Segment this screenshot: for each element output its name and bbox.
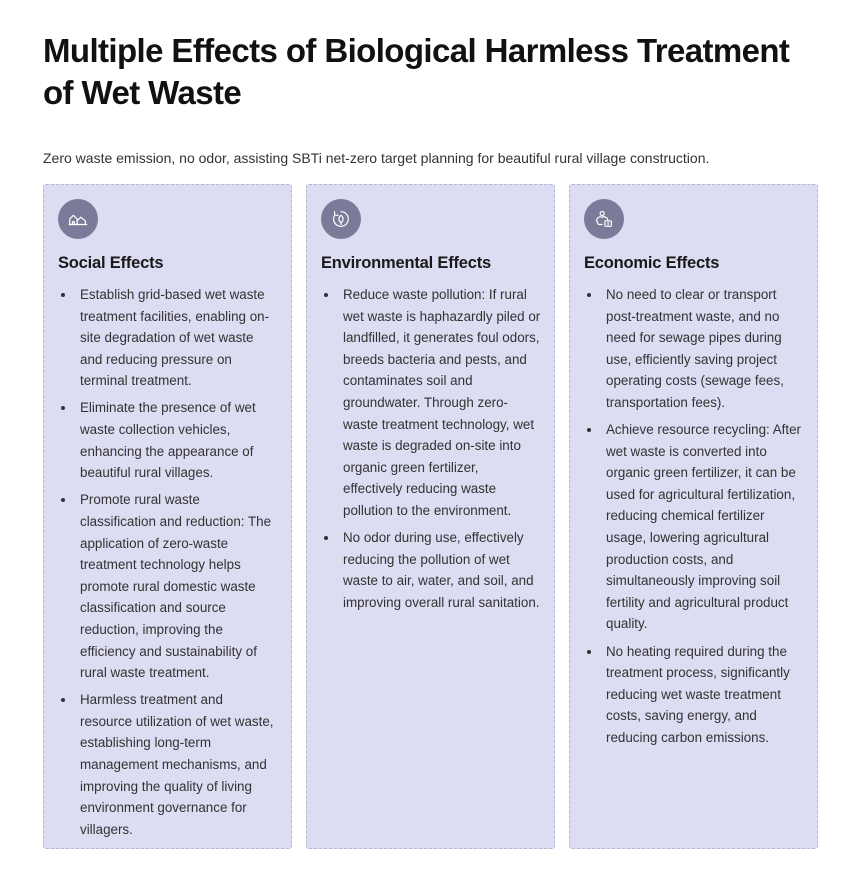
list-item: No odor during use, effectively reducing the pollution of wet waste to air, water, and soil, and improving overall rural sanitation. xyxy=(321,527,541,613)
economic-effects-card xyxy=(569,184,818,849)
list-item: No heating required during the treatment process, significantly reducing wet waste treatment costs, saving energy, and reducing carbon emissions. xyxy=(584,641,804,749)
cost-saving-icon xyxy=(584,199,624,239)
card-list xyxy=(321,284,541,613)
card-title: Social Effects xyxy=(58,254,164,272)
list-item: Promote rural waste classification and reduction: The application of zero-waste treatment technology helps promote rural domestic waste classification and source reduction, improving the efficiency and sustainability of rural waste treatment. xyxy=(58,489,278,683)
social-effects-card xyxy=(43,184,292,849)
list-item: Harmless treatment and resource utilization of wet waste, establishing long-term management mechanisms, and improving the quality of living environment governance for villagers. xyxy=(58,689,278,840)
card-title: Economic Effects xyxy=(584,254,720,272)
environmental-effects-card xyxy=(306,184,555,849)
list-item: Eliminate the presence of wet waste collection vehicles, enhancing the appearance of beautiful rural villages. xyxy=(58,397,278,483)
effects-cards xyxy=(43,184,820,849)
page-title: Multiple Effects of Biological Harmless Treatment of Wet Waste xyxy=(43,32,790,111)
list-item: Establish grid-based wet waste treatment facilities, enabling on-site degradation of wet waste and reducing pressure on terminal treatment. xyxy=(58,284,278,392)
page-subtitle: Zero waste emission, no odor, assisting SBTi net-zero target planning for beautiful rural village construction. xyxy=(43,150,710,166)
village-houses-icon xyxy=(58,199,98,239)
card-title: Environmental Effects xyxy=(321,254,492,272)
eco-cycle-icon xyxy=(321,199,361,239)
card-list xyxy=(58,284,278,840)
list-item: Achieve resource recycling: After wet waste is converted into organic green fertilizer, it can be used for agricultural fertilization, reducing chemical fertilizer usage, lowering agricultural production costs, and simultaneously improving soil fertility and agricultural product quality. xyxy=(584,419,804,635)
card-list xyxy=(584,284,804,748)
list-item: Reduce waste pollution: If rural wet waste is haphazardly piled or landfilled, it generates foul odors, breeds bacteria and pests, and contaminates soil and groundwater. Through zero-waste treatment technology, wet waste is degraded on-site into organic green fertilizer, effectively reducing waste pollution to the environment. xyxy=(321,284,541,522)
list-item: No need to clear or transport post-treatment waste, and no need for sewage pipes during use, efficiently saving project operating costs (sewage fees, transportation fees). xyxy=(584,284,804,414)
